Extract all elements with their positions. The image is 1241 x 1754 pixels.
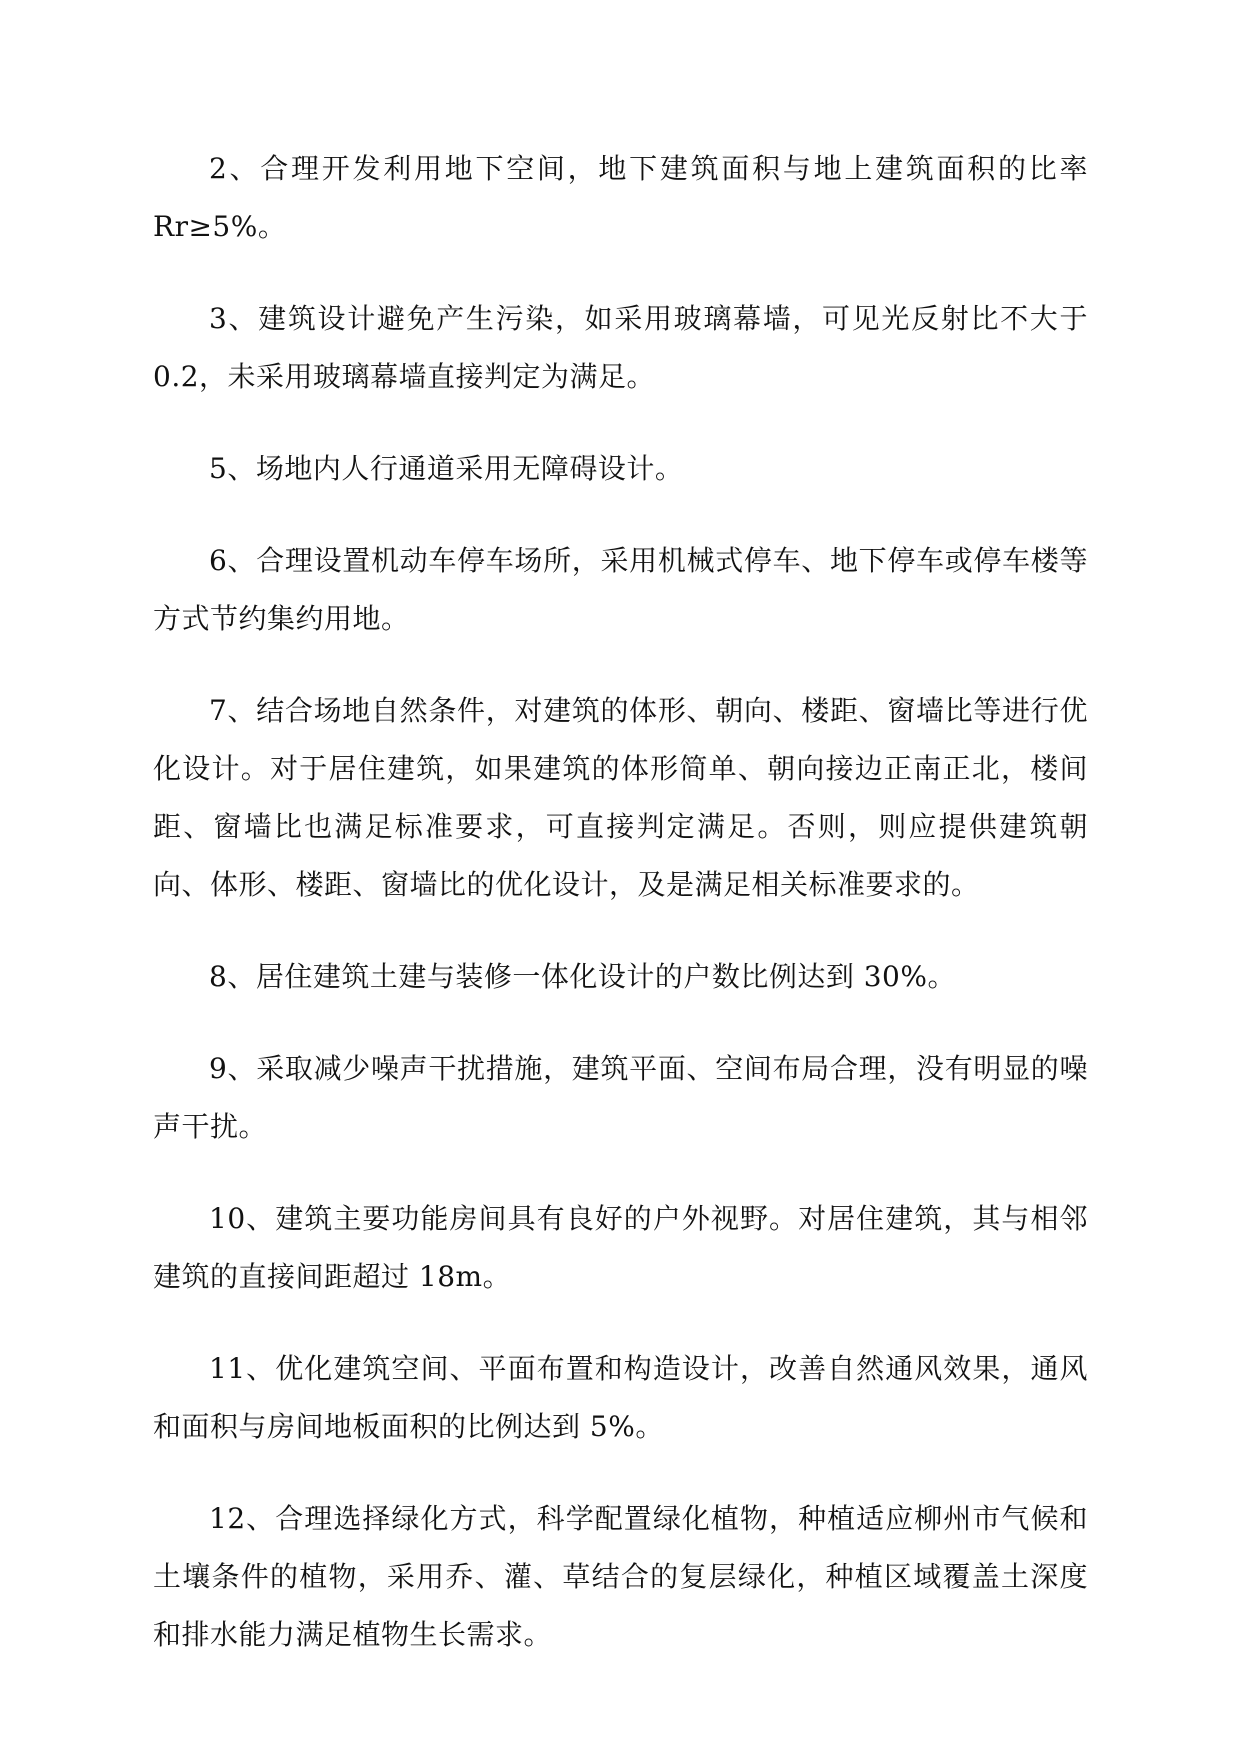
paragraph-item-11: 11、优化建筑空间、平面布置和构造设计，改善自然通风效果，通风和面积与房间地板面积的比例达到 5%。 <box>153 1352 1088 1443</box>
paragraph-item-12: 12、合理选择绿化方式，科学配置绿化植物，种植适应柳州市气候和土壤条件的植物，采用乔、灌、草结合的复层绿化，种植区域覆盖土深度和排水能力满足植物生长需求。 <box>153 1502 1088 1651</box>
paragraph-item-10: 10、建筑主要功能房间具有良好的户外视野。对居住建筑，其与相邻建筑的直接间距超过 18m。 <box>153 1202 1088 1293</box>
paragraph-item-6: 6、合理设置机动车停车场所，采用机械式停车、地下停车或停车楼等方式节约集约用地。 <box>153 544 1088 635</box>
paragraph-item-9: 9、采取减少噪声干扰措施，建筑平面、空间布局合理，没有明显的噪声干扰。 <box>153 1052 1088 1143</box>
paragraph-item-8: 8、居住建筑土建与装修一体化设计的户数比例达到 30%。 <box>209 960 956 993</box>
paragraph-item-5: 5、场地内人行通道采用无障碍设计。 <box>209 452 684 485</box>
paragraph-item-3: 3、建筑设计避免产生污染，如采用玻璃幕墙，可见光反射比不大于 0.2，未采用玻璃幕墙直接判定为满足。 <box>153 302 1088 393</box>
paragraph-item-7: 7、结合场地自然条件，对建筑的体形、朝向、楼距、窗墙比等进行优化设计。对于居住建筑，如果建筑的体形简单、朝向接边正南正北，楼间距、窗墙比也满足标准要求，可直接判定满足。否则，则应提供建筑朝向、体形、楼距、窗墙比的优化设计，及是满足相关标准要求的。 <box>153 694 1088 901</box>
document-body <box>153 140 1088 1698</box>
paragraph-item-2: 2、合理开发利用地下空间，地下建筑面积与地上建筑面积的比率 Rr≥5%。 <box>153 152 1088 243</box>
